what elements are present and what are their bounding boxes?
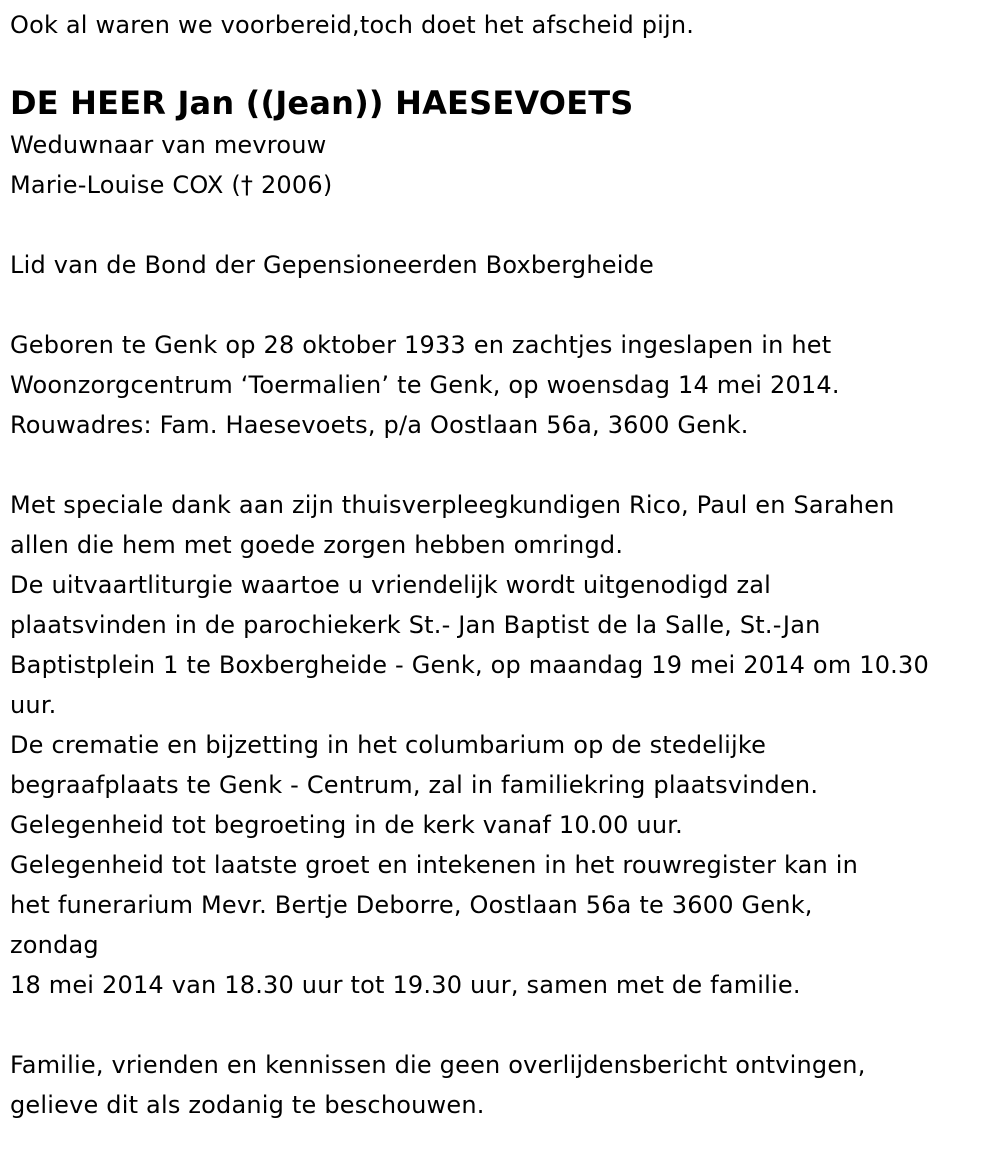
- paragraph-gap: [10, 285, 995, 325]
- details-line: De uitvaartliturgie waartoe u vriendelijk wordt uitgenodigd zal: [10, 571, 772, 599]
- spouse-section: [10, 125, 995, 205]
- intro-text: Ook al waren we voorbereid,toch doet het afscheid pijn.: [10, 11, 695, 39]
- birth-death-line: Geboren te Genk op 28 oktober 1933 en zachtjes ingeslapen in het: [10, 331, 832, 359]
- deceased-name-heading: DE HEER Jan ((Jean)) HAESEVOETS: [10, 84, 634, 122]
- spouse-line: Marie-Louise COX († 2006): [10, 171, 333, 199]
- spouse-line: Weduwnaar van mevrouw: [10, 131, 327, 159]
- details-line: begraafplaats te Genk - Centrum, zal in familiekring plaatsvinden.: [10, 771, 819, 799]
- paragraph-gap: [10, 1005, 995, 1045]
- details-line: Baptistplein 1 te Boxbergheide - Genk, op maandag 19 mei 2014 om 10.30: [10, 651, 929, 679]
- details-line: plaatsvinden in de parochiekerk St.- Jan Baptist de la Salle, St.-Jan: [10, 611, 821, 639]
- membership-text: Lid van de Bond der Gepensioneerden Boxbergheide: [10, 251, 654, 279]
- paragraph-gap: [10, 205, 995, 245]
- paragraph-gap: [10, 445, 995, 485]
- closing-section: [10, 1045, 995, 1125]
- details-line: uur.: [10, 691, 57, 719]
- details-line: allen die hem met goede zorgen hebben omringd.: [10, 531, 624, 559]
- closing-line: Familie, vrienden en kennissen die geen overlijdensbericht ontvingen,: [10, 1051, 866, 1079]
- details-line: Met speciale dank aan zijn thuisverpleegkundigen Rico, Paul en Sarahen: [10, 491, 895, 519]
- details-line: Gelegenheid tot laatste groet en intekenen in het rouwregister kan in: [10, 851, 859, 879]
- obituary-notice: [10, 0, 995, 1125]
- details-line: het funerarium Mevr. Bertje Deborre, Oostlaan 56a te 3600 Genk,: [10, 891, 813, 919]
- details-line: De crematie en bijzetting in het columbarium op de stedelijke: [10, 731, 767, 759]
- details-line: zondag: [10, 931, 99, 959]
- mourning-address-line: Rouwadres: Fam. Haesevoets, p/a Oostlaan 56a, 3600 Genk.: [10, 411, 749, 439]
- details-section: [10, 485, 995, 1005]
- details-line: Gelegenheid tot begroeting in de kerk vanaf 10.00 uur.: [10, 811, 683, 839]
- birth-death-section: [10, 325, 995, 445]
- closing-line: gelieve dit als zodanig te beschouwen.: [10, 1091, 485, 1119]
- birth-death-line: Woonzorgcentrum ‘Toermalien’ te Genk, op woensdag 14 mei 2014.: [10, 371, 840, 399]
- details-line: 18 mei 2014 van 18.30 uur tot 19.30 uur, samen met de familie.: [10, 971, 801, 999]
